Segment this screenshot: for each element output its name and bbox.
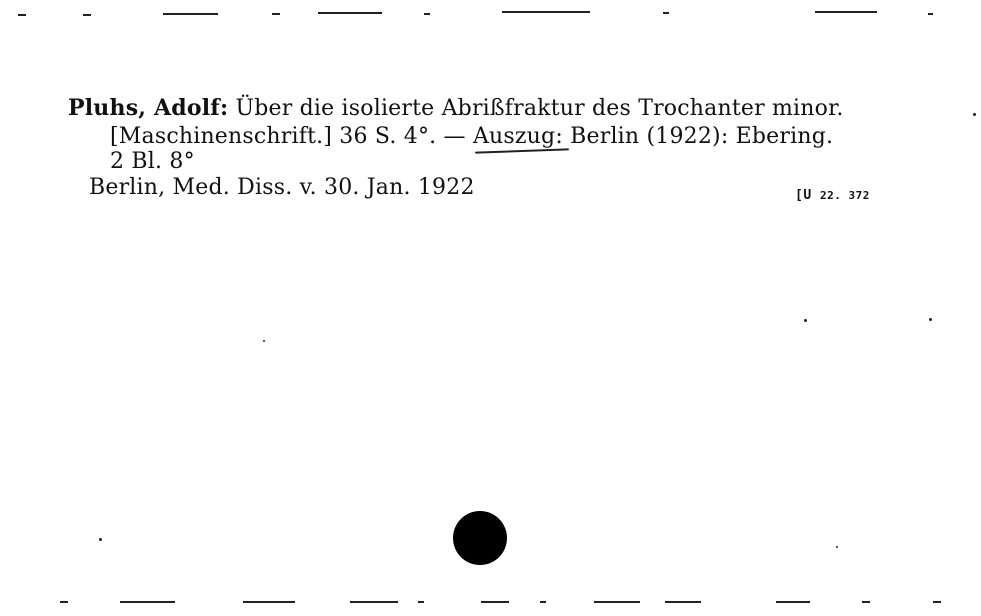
scan-artifact <box>272 13 280 15</box>
scan-artifact <box>594 601 640 603</box>
excerpt-extent: 2 Bl. 8° <box>110 149 195 174</box>
excerpt-label: Auszug: <box>472 124 563 149</box>
entry-title: Über die isolierte Abrißfraktur des Trochanter minor. <box>228 96 844 121</box>
scan-artifact <box>243 601 295 603</box>
scan-artifact <box>502 11 590 13</box>
scan-artifact <box>318 12 382 14</box>
shelfmark-prefix: [U <box>795 188 820 203</box>
scan-artifact <box>540 601 546 603</box>
scan-artifact <box>120 601 175 603</box>
scan-speck <box>929 318 932 321</box>
punch-hole <box>453 511 507 565</box>
scan-artifact <box>424 13 430 15</box>
scan-artifact <box>350 601 398 603</box>
scan-artifact <box>163 13 218 15</box>
scan-speck <box>836 546 838 548</box>
physical-description: [Maschinenschrift.] 36 S. 4°. — <box>110 124 473 149</box>
scan-artifact <box>815 11 877 13</box>
entry-line-3 <box>110 150 195 174</box>
scan-speck <box>263 340 265 342</box>
shelfmark-number: 22. 372 <box>819 189 870 202</box>
scan-artifact <box>83 14 91 16</box>
scan-speck <box>99 538 102 541</box>
scan-artifact <box>18 14 26 16</box>
scan-artifact <box>862 601 870 603</box>
scan-artifact <box>481 601 509 603</box>
dissertation-note: Berlin, Med. Diss. v. 30. Jan. 1922 <box>89 175 475 200</box>
author-name: Pluhs, Adolf: <box>68 95 229 121</box>
entry-line-4 <box>89 176 475 200</box>
scan-artifact <box>418 601 424 603</box>
scan-artifact <box>928 13 933 15</box>
scan-artifact <box>663 12 669 14</box>
scan-artifact <box>60 601 68 603</box>
scan-artifact <box>776 601 810 603</box>
scan-speck <box>804 319 807 322</box>
scan-artifact <box>933 601 941 603</box>
entry-line-1 <box>68 96 844 121</box>
shelfmark <box>795 188 870 203</box>
entry-line-2 <box>110 125 833 149</box>
publication-info: Berlin (1922): Ebering. <box>562 124 834 149</box>
scan-speck <box>973 113 976 116</box>
scan-artifact <box>665 601 701 603</box>
